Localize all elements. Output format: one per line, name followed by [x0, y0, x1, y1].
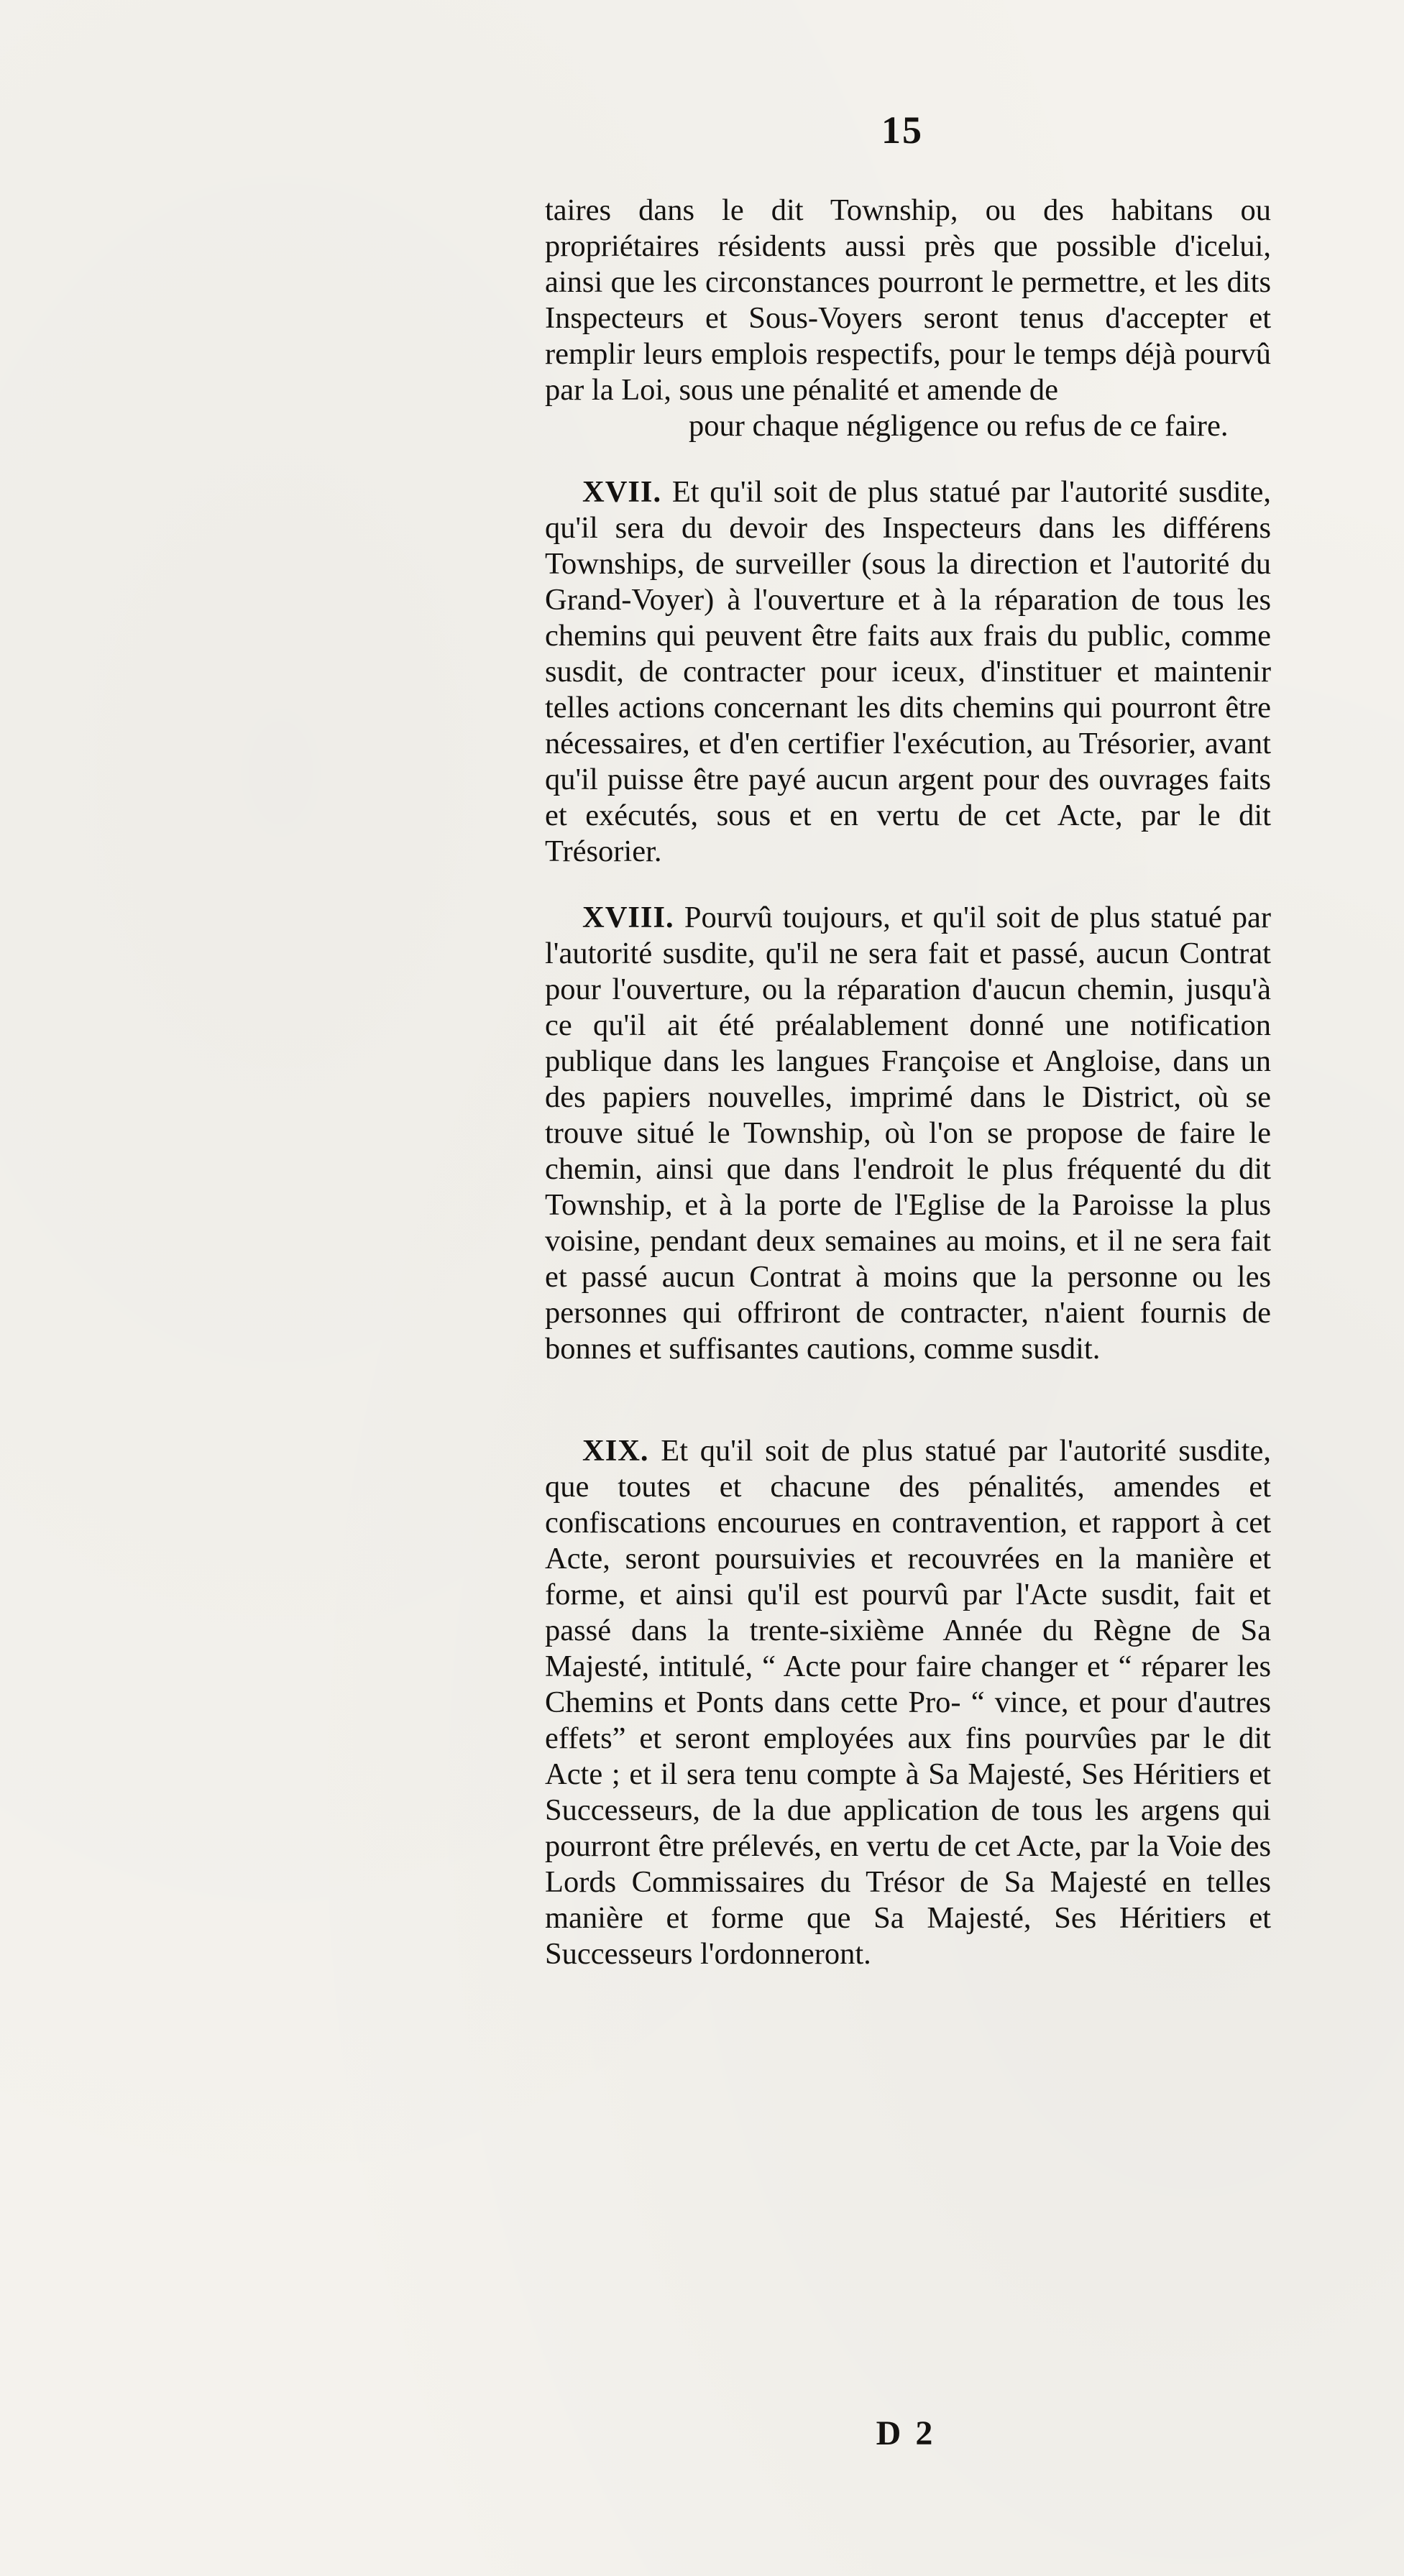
section-19-body: Et qu'il soit de plus statué par l'autorité susdite, que toutes et chacune des pénalités, amendes et confiscations encourues en contravention, et rapport à cet Acte, seront poursuivies et recouvrées en la manière et forme, et ainsi qu'il est pourvû par l'Acte susdit, fait et passé dans la trente-sixième Année du Règne de Sa Majesté, intitulé, “ Acte pour faire changer et “ réparer les Chemins et Ponts dans cette Pro- “ vince, et pour d'autres effets” et seront employées aux fins pourvûes par le dit Acte ; et il sera tenu compte à Sa Majesté, Ses Héritiers et Successeurs, de la due application de tous les argens qui pourront être prélevés, en vertu de cet Acte, par la Voie des Lords Commissaires du Trésor de Sa Majesté en telles manière et forme que Sa Majesté, Ses Héritiers et Successeurs l'ordonneront.	[545, 1434, 1271, 1971]
page-number: 15	[881, 109, 923, 152]
section-17-body: Et qu'il soit de plus statué par l'autorité susdite, qu'il sera du devoir des Inspecteurs dans les différens Townships, de surveiller (sous la direction et l'autorité du Grand-Voyer) à l'ouverture et à la réparation de tous les chemins qui peuvent être faits aux frais du public, comme susdit, de contracter pour iceux, d'instituer et maintenir telles actions concernant les dits chemins qui pourront être nécessaires, et d'en certifier l'exécution, au Trésorier, avant qu'il puisse être payé aucun argent pour des ouvrages faits et exécutés, sous et en vertu de cet Acte, par le dit Trésorier.	[545, 475, 1272, 868]
section-19-number: XIX.	[582, 1434, 649, 1468]
section-17-number: XVII.	[582, 475, 662, 509]
section-19	[545, 1433, 1271, 1972]
section-18-number: XVIII.	[582, 901, 674, 934]
intro-paragraph: taires dans le dit Township, ou des habitans ou propriétaires résidents aussi près que possible d'icelui, ainsi que les circonstances pourront le permettre, et les dits Inspecteurs et Sous-Voyers seront tenus d'accepter et remplir leurs emplois respectifs, pour le temps déjà pourvû par la Loi, sous une pénalité et amende de	[545, 193, 1271, 407]
section-17	[545, 474, 1271, 870]
body-text	[545, 193, 1271, 1972]
section-18	[545, 900, 1271, 1367]
signature-mark: D 2	[876, 2414, 936, 2452]
section-18-body: Pourvû toujours, et qu'il soit de plus statué par l'autorité susdite, qu'il ne sera fait et passé, aucun Contrat pour l'ouverture, ou la réparation d'aucun chemin, jusqu'à ce qu'il ait été préalablement donné une notification publique dans les langues Françoise et Angloise, dans un des papiers nouvelles, imprimé dans le District, où se trouve situé le Township, où l'on se propose de faire le chemin, ainsi que dans l'endroit le plus fréquenté du dit Township, et à la porte de l'Eglise de la Paroisse la plus voisine, pendant deux semaines au moins, et il ne sera fait et passé aucun Contrat à moins que la personne ou les personnes qui offriront de contracter, n'aient fournis de bonnes et suffisantes cautions, comme susdit.	[545, 901, 1272, 1366]
intro-paragraph-end: pour chaque négligence ou refus de ce faire.	[689, 409, 1229, 443]
